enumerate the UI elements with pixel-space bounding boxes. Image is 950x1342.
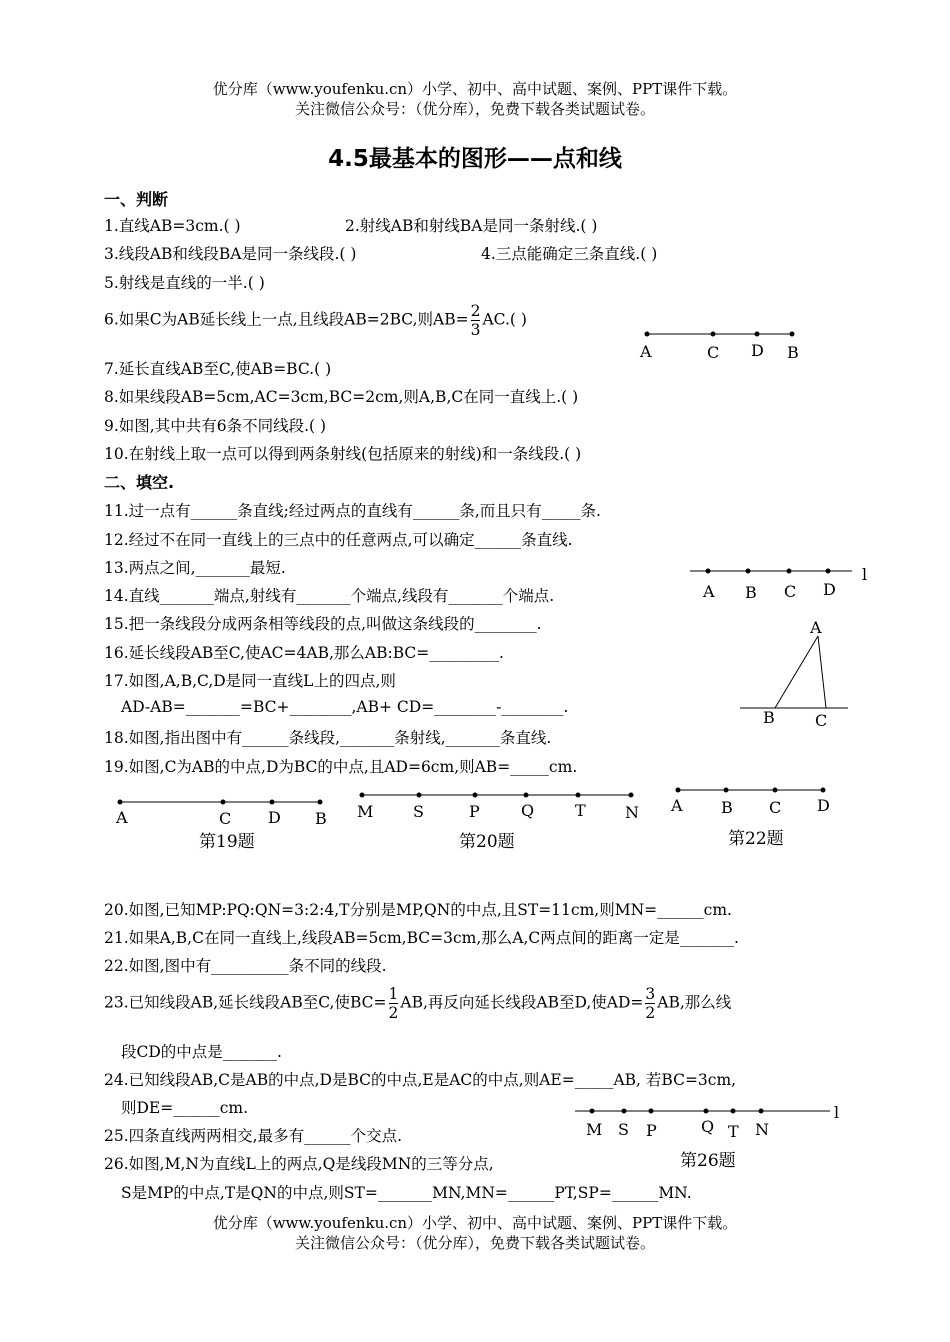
question-13: 13.两点之间,_______最短. (104, 559, 286, 577)
page-title: 4.5最基本的图形——点和线 (328, 146, 622, 172)
point-C (221, 800, 226, 805)
question-26: 26.如图,M,N为直线L上的两点,Q是线段MN的三等分点, (104, 1155, 494, 1173)
fig26-label-N: N (755, 1120, 769, 1139)
point-P (649, 1109, 654, 1114)
caption-26: 第26题 (680, 1151, 736, 1171)
point-T (731, 1109, 736, 1114)
question-16: 16.延长线段AB至C,使AC=4AB,那么AB:BC=_________. (104, 644, 504, 662)
point-M (360, 793, 365, 798)
fig17-label-l: l (862, 565, 868, 584)
question-17: 17.如图,A,B,C,D是同一直线L上的四点,则 (104, 672, 396, 690)
question-26-line-2: S是MP的中点,T是QN的中点,则ST=_______MN,MN=______PT,SP=______MN. (121, 1184, 692, 1202)
question-23-text: 23.已知线段AB,延长线段AB至C,使BC= (104, 993, 387, 1012)
footer-line-2: 关注微信公众号：（优分库），免费下载各类试题试卷。 (294, 1234, 655, 1252)
question-20: 20.如图,已知MP:PQ:QN=3:2:4,T分别是MP,QN的中点,且ST=11cm,则MN=______cm. (104, 901, 732, 919)
point-A (706, 569, 711, 574)
section-judge: 一、判断 (104, 190, 169, 209)
fig22-label-D: D (817, 796, 830, 815)
question-19: 19.如图,C为AB的中点,D为BC的中点,且AD=6cm,则AB=_____cm. (104, 758, 578, 776)
question-10: 10.在射线上取一点可以得到两条射线(包括原来的射线)和一条线段.( ) (104, 445, 582, 463)
fig26-label-S: S (618, 1120, 629, 1139)
fig19-label-A: A (116, 808, 128, 827)
point-D (755, 332, 760, 337)
fig19-label-B: B (315, 809, 327, 828)
point-C (787, 569, 792, 574)
point-C (711, 332, 716, 337)
footer-line-1: 优分库（www.youfenku.cn）小学、初中、高中试题、案例、PPT课件下载。 (212, 1214, 738, 1232)
question-3: 3.线段AB和线段BA是同一条线段.( ) (104, 245, 357, 263)
caption-22: 第22题 (728, 829, 784, 849)
question-17-line-2: AD-AB=_______=BC+________,AB+ CD=________-________. (121, 698, 569, 716)
fraction-numerator: 2 (470, 302, 481, 320)
fig26-label-T: T (728, 1122, 739, 1141)
caption-20: 第20题 (459, 832, 515, 852)
fig18-ray-ac (818, 636, 826, 708)
fig26-label-M: M (586, 1120, 603, 1139)
fraction-numerator: 1 (388, 985, 399, 1003)
header-line-2: 关注微信公众号：（优分库），免费下载各类试题试卷。 (294, 100, 655, 118)
point-A (645, 332, 650, 337)
point-Q (704, 1109, 709, 1114)
question-6-tail: AC.( ) (482, 310, 527, 329)
point-D (821, 788, 826, 793)
fig17-label-A: A (703, 582, 715, 601)
fig18-label-C: C (815, 711, 828, 730)
question-24-line-2: 则DE=______cm. (121, 1099, 249, 1117)
point-D (826, 569, 831, 574)
point-A (118, 800, 123, 805)
fig6-label-D: D (751, 341, 764, 360)
fig26-label-P: P (646, 1121, 657, 1140)
fig18-label-B: B (763, 708, 775, 727)
question-9: 9.如图,其中共有6条不同线段.( ) (104, 417, 327, 435)
question-21: 21.如果A,B,C在同一直线上,线段AB=5cm,BC=3cm,那么A,C两点间的距离一定是_______. (104, 929, 739, 947)
fig18-ray-ab (775, 636, 818, 708)
question-1: 1.直线AB=3cm.( ) (104, 217, 241, 235)
fig22-label-B: B (721, 798, 733, 817)
question-15: 15.把一条线段分成两条相等线段的点,叫做这条线段的________. (104, 615, 542, 633)
point-T (576, 793, 581, 798)
fig17-label-D: D (823, 580, 836, 599)
question-6-text: 6.如果C为AB延长线上一点,且线段AB=2BC,则AB= (104, 310, 469, 329)
fig20-label-T: T (575, 801, 586, 820)
question-23-mid: AB,再反向延长线段AB至D,使AD= (400, 993, 644, 1012)
fig17-label-C: C (784, 582, 797, 601)
point-N (629, 793, 634, 798)
point-B (790, 332, 795, 337)
point-S (622, 1109, 627, 1114)
point-B (746, 569, 751, 574)
fig6-label-A: A (640, 342, 652, 361)
fig22-label-A: A (671, 796, 683, 815)
question-22: 22.如图,图中有__________条不同的线段. (104, 957, 387, 975)
fig22-label-C: C (769, 798, 782, 817)
fraction-numerator: 3 (645, 985, 656, 1003)
fig20-label-N: N (625, 803, 639, 822)
point-S (417, 793, 422, 798)
fig20-label-M: M (357, 802, 374, 821)
fig20-label-P: P (469, 802, 480, 821)
point-C (773, 788, 778, 793)
point-Q (524, 793, 529, 798)
question-23-line-2: 段CD的中点是_______. (121, 1043, 282, 1061)
fraction-denominator: 3 (470, 321, 481, 339)
fig26-label-l: l (834, 1103, 840, 1122)
question-23-tail: AB,那么线 (657, 993, 732, 1012)
point-A (676, 788, 681, 793)
fraction-denominator: 2 (388, 1004, 399, 1022)
question-8: 8.如果线段AB=5cm,AC=3cm,BC=2cm,则A,B,C在同一直线上.( ) (104, 388, 579, 406)
fig26-label-Q: Q (701, 1117, 715, 1136)
fig6-label-C: C (707, 343, 720, 362)
question-18: 18.如图,指出图中有______条线段,_______条射线,_______条直线. (104, 729, 552, 747)
caption-19: 第19题 (199, 832, 255, 852)
fig18-label-A: A (810, 618, 822, 637)
point-B (318, 800, 323, 805)
question-4: 4.三点能确定三条直线.( ) (481, 245, 658, 263)
question-24: 24.已知线段AB,C是AB的中点,D是BC的中点,E是AC的中点,则AE=_____AB, 若BC=3cm, (104, 1071, 737, 1089)
fig20-label-S: S (413, 802, 424, 821)
point-P (473, 793, 478, 798)
question-5: 5.射线是直线的一半.( ) (104, 274, 265, 292)
question-14: 14.直线_______端点,射线有_______个端点,线段有_______个端点. (104, 587, 555, 605)
question-11: 11.过一点有______条直线;经过两点的直线有______条,而且只有_____条. (104, 502, 601, 520)
fig6-label-B: B (787, 343, 799, 362)
question-12: 12.经过不在同一直线上的三点中的任意两点,可以确定______条直线. (104, 531, 573, 549)
question-7: 7.延长直线AB至C,使AB=BC.( ) (104, 360, 332, 378)
question-25: 25.四条直线两两相交,最多有______个交点. (104, 1127, 403, 1145)
fraction-denominator: 2 (645, 1004, 656, 1022)
point-M (590, 1109, 595, 1114)
point-N (759, 1109, 764, 1114)
header-line-1: 优分库（www.youfenku.cn）小学、初中、高中试题、案例、PPT课件下载。 (212, 80, 738, 98)
fig19-label-D: D (268, 808, 281, 827)
point-D (270, 800, 275, 805)
fig17-label-B: B (745, 583, 757, 602)
fig19-label-C: C (219, 809, 232, 828)
question-2: 2.射线AB和射线BA是同一条射线.( ) (345, 217, 598, 235)
fig20-label-Q: Q (521, 801, 535, 820)
point-B (724, 788, 729, 793)
section-fill: 二、填空. (104, 473, 175, 492)
